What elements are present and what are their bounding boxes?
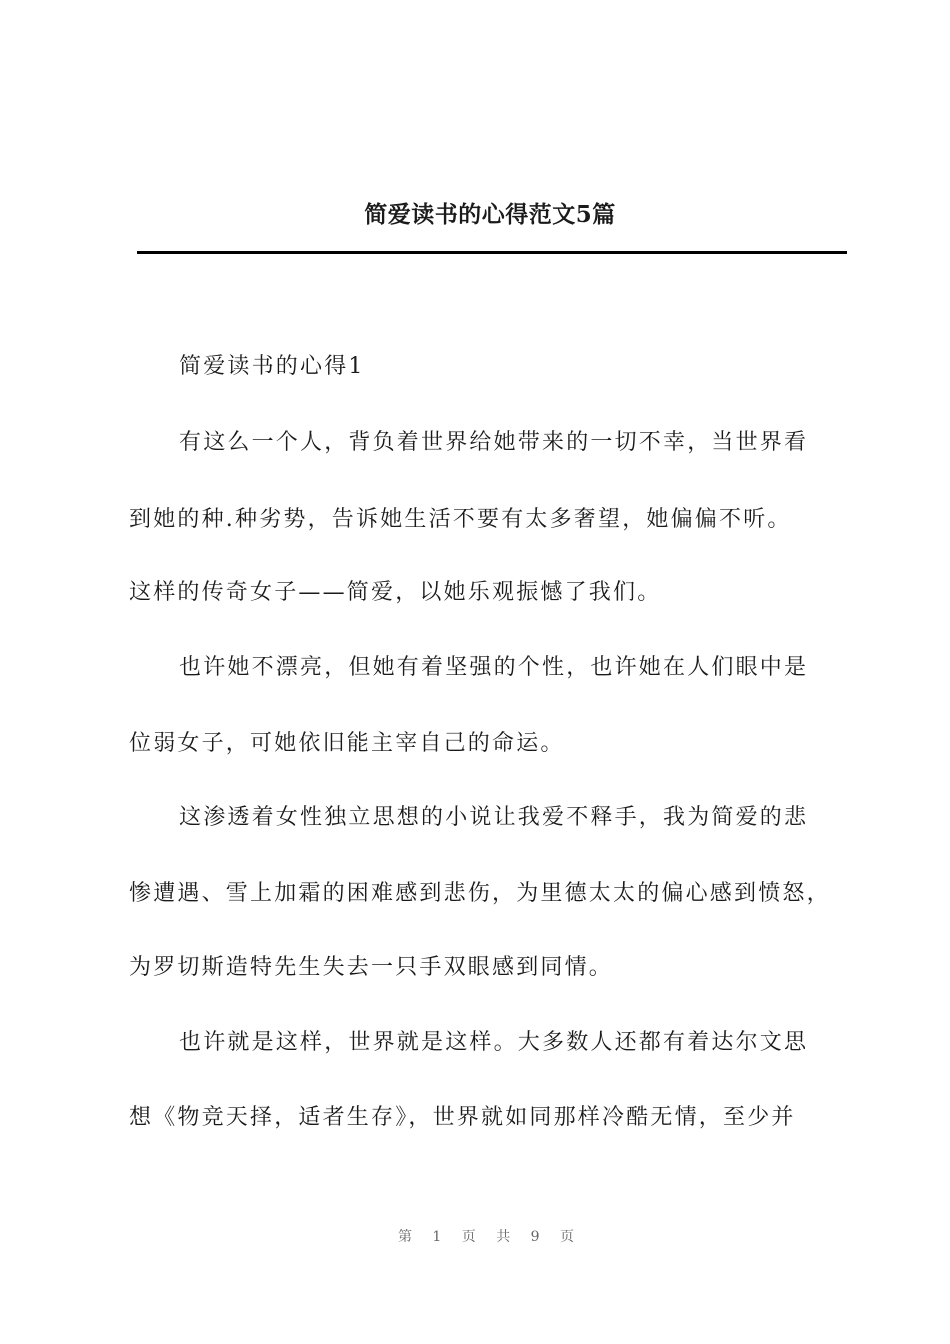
paragraph-line: 到她的种.种劣势，告诉她生活不要有太多奢望，她偏偏不听。 (129, 507, 792, 532)
paragraph-line: 为罗切斯造特先生失去一只手双眼感到同情。 (129, 955, 614, 980)
title-underline (137, 251, 847, 254)
paragraph-line: 位弱女子，可她依旧能主宰自己的命运。 (129, 731, 565, 756)
paragraph-line: 想《物竞天择，适者生存》，世界就如同那样冷酷无情，至少并 (129, 1105, 796, 1130)
paragraph-line: 这样的传奇女子——简爱，以她乐观振憾了我们。 (129, 580, 662, 605)
paragraph-line: 也许她不漂亮，但她有着坚强的个性，也许她在人们眼中是 (179, 655, 809, 680)
paragraph-line: 也许就是这样，世界就是这样。大多数人还都有着达尔文思 (179, 1030, 809, 1055)
paragraph-line: 有这么一个人，背负着世界给她带来的一切不幸，当世界看 (179, 430, 809, 455)
section-heading: 简爱读书的心得1 (179, 354, 365, 379)
paragraph-line: 这渗透着女性独立思想的小说让我爱不释手，我为简爱的悲 (179, 805, 809, 830)
page-number-footer: 第 1 页 共 9 页 (397, 1229, 583, 1245)
paragraph-line: 惨遭遇、雪上加霜的困难感到悲伤，为里德太太的偏心感到愤怒， (129, 881, 831, 906)
document-title: 简爱读书的心得范文5篇 (364, 201, 616, 228)
